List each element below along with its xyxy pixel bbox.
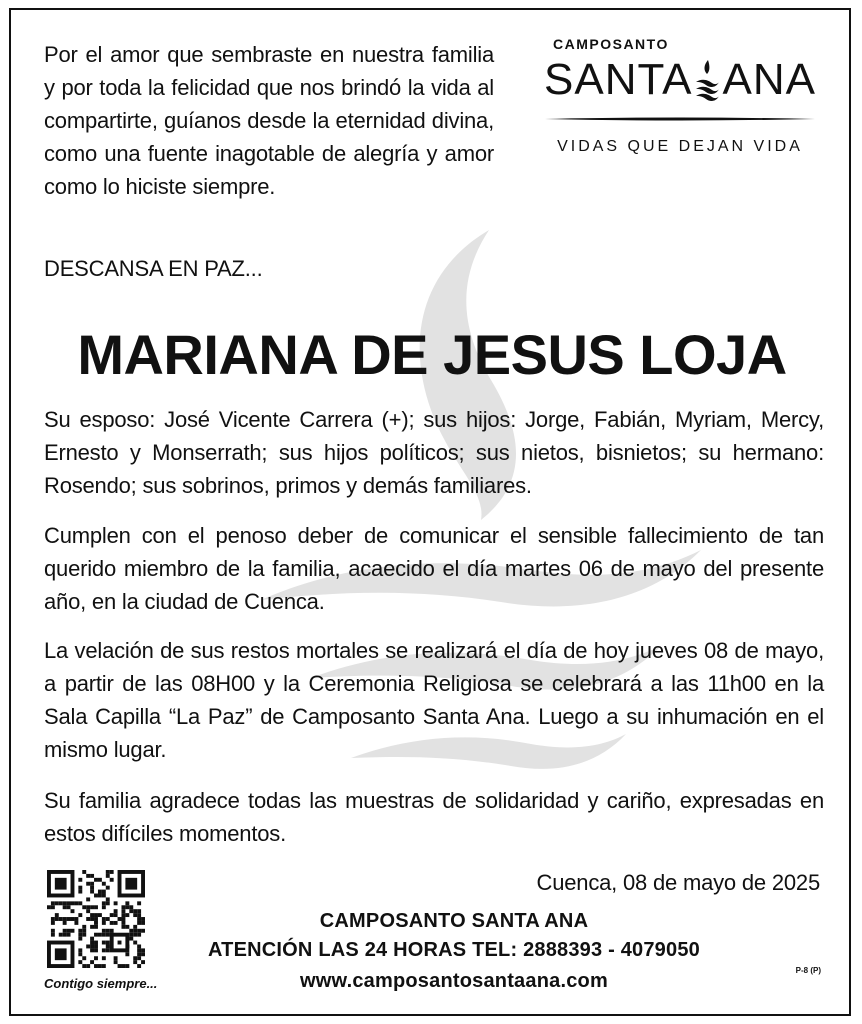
ad-code: P-8 (P) — [795, 966, 821, 975]
logo-tagline: VIDAS QUE DEJAN VIDA — [557, 138, 803, 155]
logo-wordmark — [539, 52, 821, 108]
wake-paragraph: La velación de sus restos mortales se realizará el día de hoy jueves 08 de mayo, a partir de las 08H00 y la Ceremonia Religiosa se celebrará a las 11h00 en la Sala Capilla “La Paz” de Camposanto Santa Ana. Luego a su inhumación en el mismo lugar. — [44, 638, 824, 762]
logo-left-text: SANTA — [544, 55, 693, 104]
rest-in-peace: DESCANSA EN PAZ... — [44, 256, 263, 281]
logo-right-text: ANA — [722, 55, 816, 104]
deceased-name: MARIANA DE JESUS LOJA — [77, 323, 787, 386]
announcement-paragraph: Cumplen con el penoso deber de comunicar el sensible fallecimiento de tan querido miembro de la familia, acaecido el día martes 06 de mayo del presente año, en la ciudad de Cuenca. — [44, 523, 824, 614]
flame-icon — [694, 58, 720, 102]
footer-website[interactable]: www.camposantosantaana.com — [300, 970, 608, 992]
slogan: Contigo siempre... — [44, 976, 158, 991]
camposanto-logo — [539, 36, 821, 156]
footer-hours-phone: ATENCIÓN LAS 24 HORAS TEL: 2888393 - 4079050 — [208, 939, 700, 961]
obituary-notice — [9, 8, 851, 1016]
logo-top-text: CAMPOSANTO — [553, 36, 669, 52]
thanks-paragraph: Su familia agradece todas las muestras de solidaridad y cariño, expresadas en estos difíciles momentos. — [44, 788, 824, 846]
footer-company: CAMPOSANTO SANTA ANA — [319, 910, 589, 932]
family-paragraph: Su esposo: José Vicente Carrera (+); sus hijos: Jorge, Fabián, Myriam, Mercy, Ernesto y Monserrath; sus hijos políticos; sus nietos, bisnietos; su hermano: Rosendo; sus sobrinos, primos y demás familiares. — [44, 407, 824, 498]
date-line: Cuenca, 08 de mayo de 2025 — [536, 870, 820, 895]
intro-text: Por el amor que sembraste en nuestra familia y por toda la felicidad que nos brindó la vida al compartirte, guíanos desde la eternidad divina, como una fuente inagotable de alegría y amor como lo hiciste siempre. — [44, 42, 494, 199]
logo-underline — [545, 117, 815, 121]
